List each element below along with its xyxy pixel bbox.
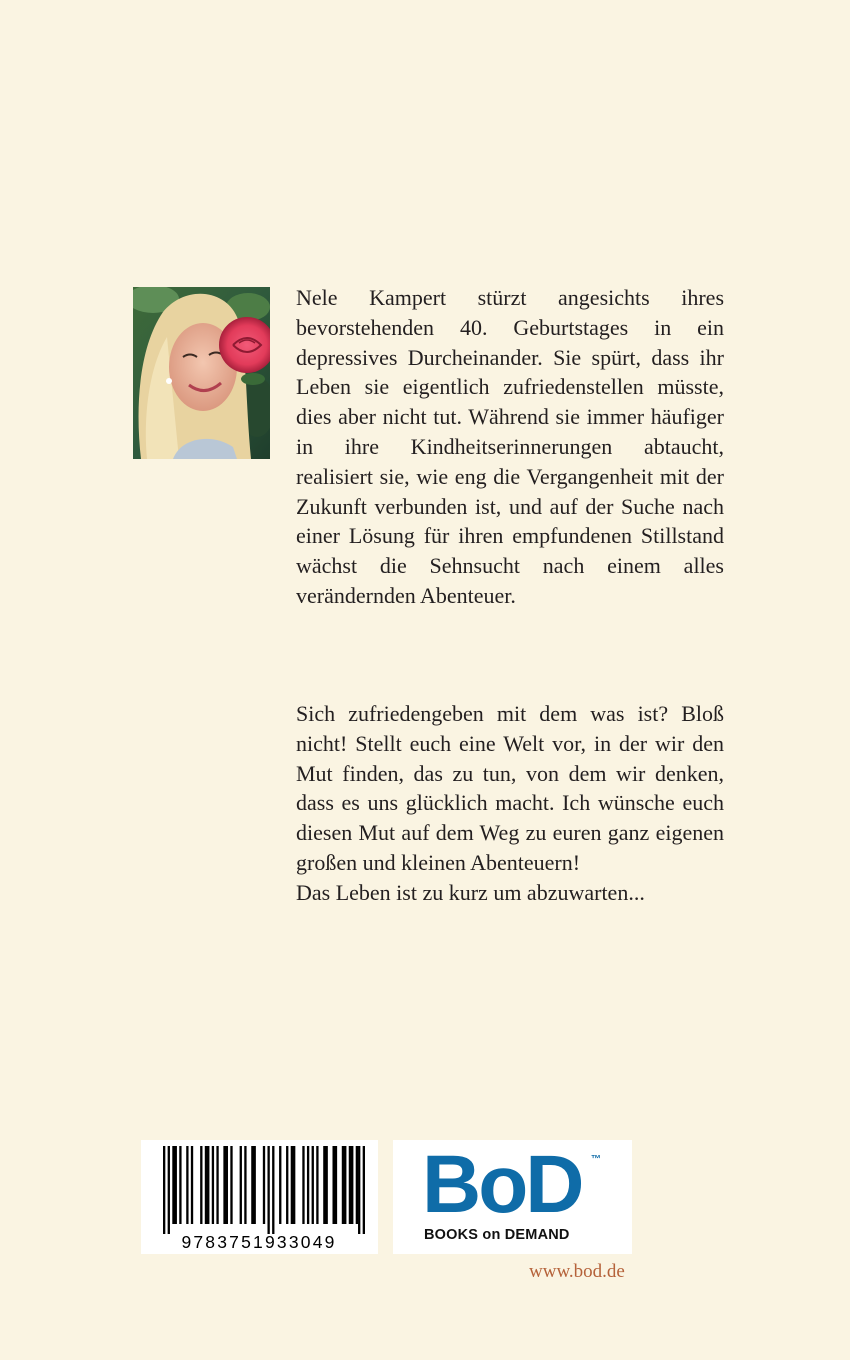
- barcode-bar: [349, 1146, 354, 1224]
- barcode-bar: [291, 1146, 296, 1224]
- barcode-bar: [272, 1146, 274, 1234]
- barcode-bar: [163, 1146, 165, 1234]
- author-photo: [133, 287, 270, 459]
- barcode-bar: [200, 1146, 202, 1224]
- barcode-bar: [212, 1146, 214, 1224]
- barcode-bar: [244, 1146, 246, 1224]
- barcode-bar: [191, 1146, 193, 1224]
- barcode-bar: [286, 1146, 288, 1224]
- barcode-bar: [186, 1146, 188, 1224]
- barcode-bar: [168, 1146, 170, 1234]
- isbn-digits: 9783751933049: [181, 1232, 337, 1252]
- barcode-bar: [279, 1146, 281, 1224]
- blurb-paragraph-2-text: Sich zufriedengeben mit dem was ist? Bloß nicht! Stellt euch eine Welt vor, in der wir den Mut finden, das zu tun, von dem wir denken, dass es uns glücklich macht. Ich wünsche euch diesen Mut auf dem Weg zu euren ganz eigenen großen und kleinen Abenteuern!: [296, 701, 724, 875]
- barcode-bar: [307, 1146, 309, 1224]
- barcode-graphic: [141, 1140, 378, 1254]
- barcode-bar: [240, 1146, 242, 1224]
- publisher-tagline: BOOKS on DEMAND: [424, 1227, 570, 1243]
- barcode-bar: [205, 1146, 210, 1224]
- barcode-bar: [251, 1146, 256, 1224]
- barcode-bar: [332, 1146, 337, 1224]
- bod-logo-text: BoD: [422, 1139, 582, 1230]
- barcode-bar: [179, 1146, 181, 1224]
- publisher-website[interactable]: www.bod.de: [529, 1261, 625, 1282]
- barcode-bar: [223, 1146, 228, 1224]
- barcode-bar: [312, 1146, 314, 1224]
- isbn-barcode: [141, 1140, 378, 1254]
- blurb-paragraph-2: [296, 699, 724, 908]
- barcode-bar: [267, 1146, 269, 1234]
- publisher-logo: [393, 1140, 632, 1254]
- trademark-symbol: ™: [591, 1154, 601, 1165]
- barcode-bar: [356, 1146, 358, 1224]
- blurb-closing-line: Das Leben ist zu kurz um abzuwarten...: [296, 879, 645, 905]
- blurb-paragraph-1: Nele Kampert stürzt angesichts ihres bevorstehenden 40. Geburtstages in ein depressives Durcheinander. Sie spürt, dass ihr Leben sie eigentlich zufriedenstellen müsste, dies aber nicht tut. Während sie immer häufiger in ihre Kindheitserinnerungen abtaucht, realisiert sie, wie eng die Vergangenheit mit der Zukunft verbunden ist, und auf der Suche nach einer Lösung für ihren empfundenen Stillstand wächst die Sehnsucht nach einem alles verändernden Abenteuer.: [296, 285, 724, 608]
- barcode-bar: [172, 1146, 177, 1224]
- barcode-bar: [363, 1146, 365, 1234]
- barcode-bar: [323, 1146, 328, 1224]
- barcode-bar: [302, 1146, 304, 1224]
- barcode-bar: [216, 1146, 218, 1224]
- barcode-bar: [342, 1146, 347, 1224]
- barcode-bar: [230, 1146, 232, 1224]
- barcode-bar: [316, 1146, 318, 1224]
- barcode-bar: [263, 1146, 265, 1224]
- barcode-bar: [358, 1146, 360, 1234]
